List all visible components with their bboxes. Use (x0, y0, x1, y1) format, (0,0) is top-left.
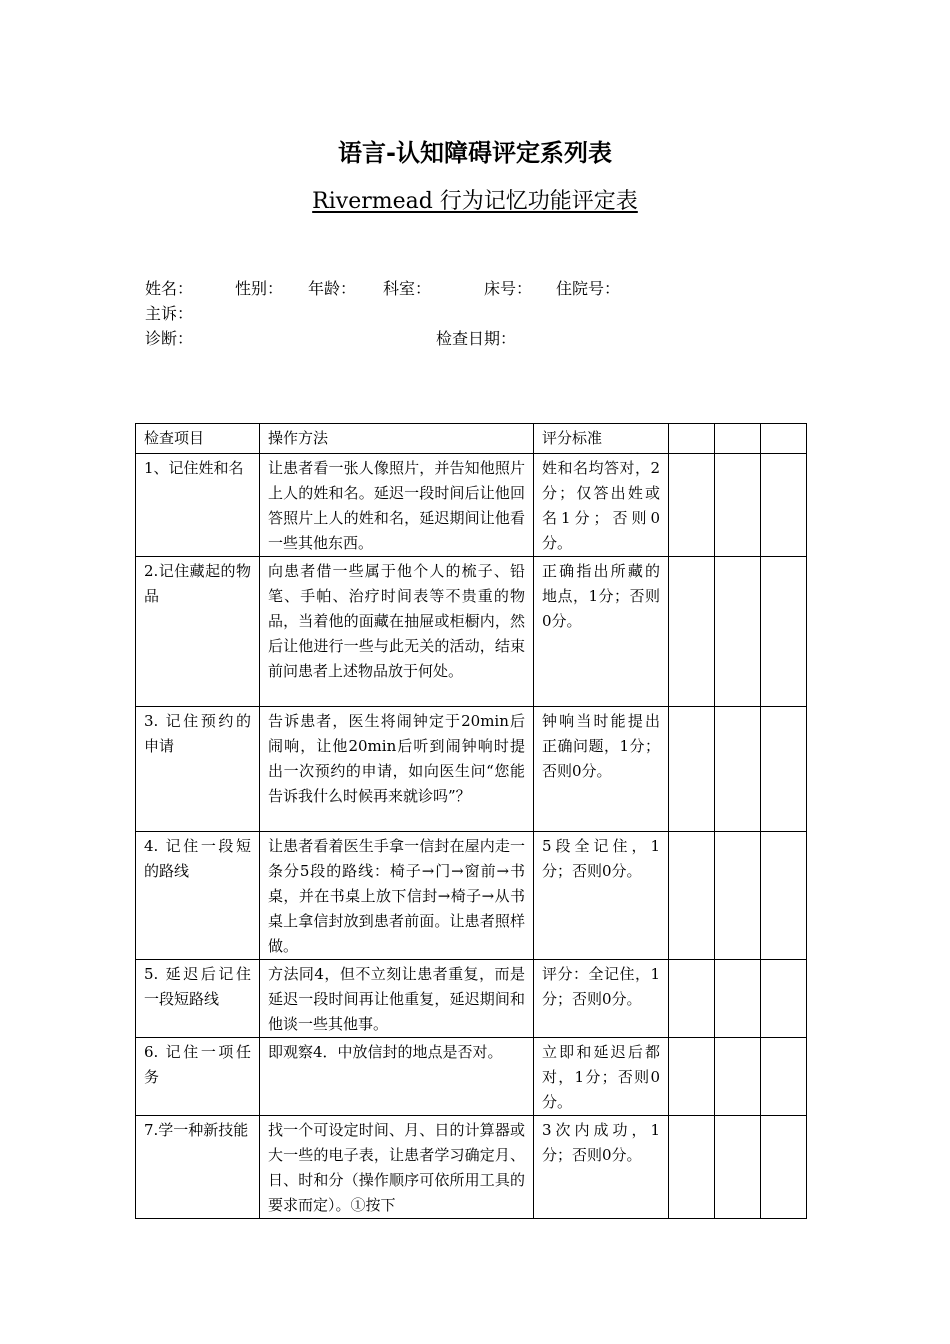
criteria-cell: 5段全记住，1分；否则0分。 (534, 832, 669, 960)
score-column-1[interactable] (669, 424, 715, 454)
score-cell[interactable] (669, 454, 715, 557)
method-cell: 即观察4．中放信封的地点是否对。 (260, 1038, 534, 1116)
table-row (136, 1116, 807, 1219)
department-label: 科室： (383, 279, 432, 298)
score-cell[interactable] (761, 1038, 807, 1116)
method-cell: 让患者看一张人像照片，并告知他照片上人的姓和名。延迟一段时间后让他回答照片上人的姓和名，延迟期间让他看一些其他东西。 (260, 454, 534, 557)
score-cell[interactable] (669, 1038, 715, 1116)
table-header-row (136, 424, 807, 454)
table-row (136, 1038, 807, 1116)
method-cell: 方法同4，但不立刻让患者重复，而是延迟一段时间再让他重复，延迟期间和他谈一些其他事。 (260, 960, 534, 1038)
criteria-cell: 姓和名均答对，2分；仅答出姓或名1分；否则0分。 (534, 454, 669, 557)
score-cell[interactable] (715, 832, 761, 960)
score-cell[interactable] (669, 707, 715, 832)
score-column-2[interactable] (715, 424, 761, 454)
admission-number-label: 住院号： (556, 279, 621, 298)
table-row (136, 832, 807, 960)
score-cell[interactable] (761, 707, 807, 832)
chief-complaint-label: 主诉： (145, 304, 194, 323)
score-cell[interactable] (761, 557, 807, 707)
method-cell: 向患者借一些属于他个人的梳子、铅笔、手帕、治疗时间表等不贵重的物品，当着他的面藏在抽屉或柜橱内，然后让他进行一些与此无关的活动，结束前问患者上述物品放于何处。 (260, 557, 534, 707)
score-cell[interactable] (669, 557, 715, 707)
criteria-cell: 评分：全记住，1分；否则0分。 (534, 960, 669, 1038)
score-cell[interactable] (761, 1116, 807, 1219)
age-label: 年龄： (308, 279, 357, 298)
diagnosis-label: 诊断： (145, 329, 194, 348)
exam-date-label: 检查日期： (436, 329, 517, 348)
score-cell[interactable] (715, 1116, 761, 1219)
score-cell[interactable] (761, 832, 807, 960)
score-cell[interactable] (669, 960, 715, 1038)
item-cell: 3. 记住预约的申请 (136, 707, 260, 832)
score-cell[interactable] (761, 960, 807, 1038)
item-cell: 4. 记住一段短的路线 (136, 832, 260, 960)
item-cell: 2.记住藏起的物品 (136, 557, 260, 707)
item-cell: 7.学一种新技能 (136, 1116, 260, 1219)
item-cell: 5. 延迟后记住一段短路线 (136, 960, 260, 1038)
score-cell[interactable] (715, 707, 761, 832)
score-cell[interactable] (669, 1116, 715, 1219)
header-criteria: 评分标准 (534, 424, 669, 454)
criteria-cell: 3次内成功，1分；否则0分。 (534, 1116, 669, 1219)
bed-label: 床号： (484, 279, 533, 298)
score-column-3[interactable] (761, 424, 807, 454)
document-subtitle: Rivermead 行为记忆功能评定表 (312, 189, 638, 214)
score-cell[interactable] (715, 557, 761, 707)
table-row (136, 454, 807, 557)
table-row (136, 960, 807, 1038)
method-cell: 告诉患者，医生将闹钟定于20min后闹响，让他20min后听到闹钟响时提出一次预约的申请，如向医生问“您能告诉我什么时候再来就诊吗”？ (260, 707, 534, 832)
score-cell[interactable] (715, 454, 761, 557)
header-item: 检查项目 (136, 424, 260, 454)
score-cell[interactable] (715, 1038, 761, 1116)
item-cell: 6. 记住一项任务 (136, 1038, 260, 1116)
document-title: 语言-认知障碍评定系列表 (338, 139, 612, 167)
gender-label: 性别： (235, 279, 284, 298)
assessment-table (135, 423, 807, 1219)
table-row (136, 557, 807, 707)
score-cell[interactable] (715, 960, 761, 1038)
score-cell[interactable] (761, 454, 807, 557)
criteria-cell: 正确指出所藏的地点，1分；否则0分。 (534, 557, 669, 707)
method-cell: 找一个可设定时间、月、日的计算器或大一些的电子表，让患者学习确定月、日、时和分（操作顺序可依所用工具的要求而定）。①按下 (260, 1116, 534, 1219)
item-cell: 1、记住姓和名 (136, 454, 260, 557)
criteria-cell: 钟响当时能提出正确问题，1分；否则0分。 (534, 707, 669, 832)
table-row (136, 707, 807, 832)
header-method: 操作方法 (260, 424, 534, 454)
score-cell[interactable] (669, 832, 715, 960)
criteria-cell: 立即和延迟后都对，1分；否则0分。 (534, 1038, 669, 1116)
name-label: 姓名： (145, 279, 194, 298)
method-cell: 让患者看着医生手拿一信封在屋内走一条分5段的路线：椅子→门→窗前→书桌，并在书桌上放下信封→椅子→从书桌上拿信封放到患者前面。让患者照样做。 (260, 832, 534, 960)
